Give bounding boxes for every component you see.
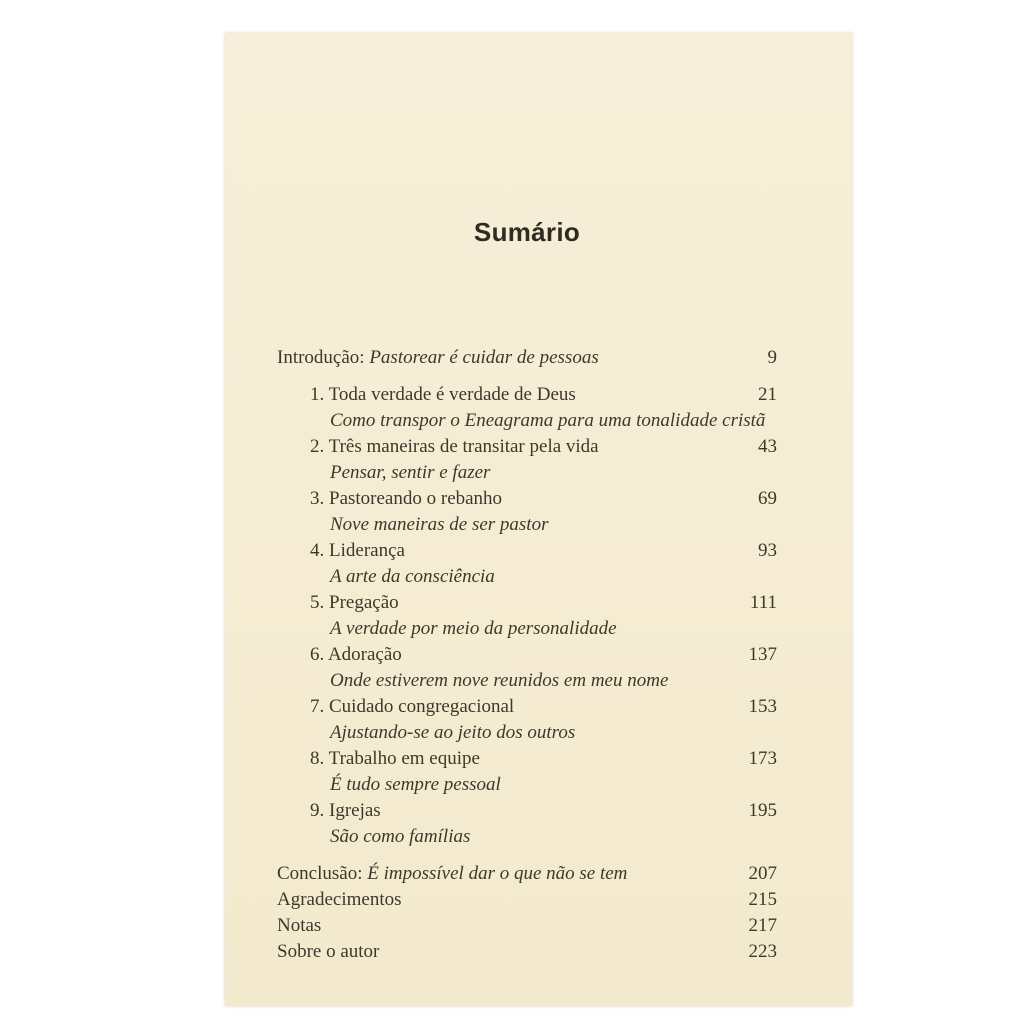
toc-entry-label: Sobre o autor <box>277 941 380 962</box>
table-of-contents <box>277 345 777 965</box>
toc-entry-label: 1. Toda verdade é verdade de Deus <box>310 384 576 405</box>
toc-entry-subtitle: Como transpor o Eneagrama para uma tonalidade cristã <box>330 410 766 431</box>
toc-entry-pagenumber: 137 <box>748 644 777 665</box>
toc-entry <box>277 382 777 434</box>
toc-entry-pagenumber: 153 <box>748 696 777 717</box>
toc-entry-label: 3. Pastoreando o rebanho <box>310 488 503 509</box>
toc-entry <box>277 939 777 965</box>
page-title: Sumário <box>473 217 581 247</box>
toc-entry-pagenumber: 111 <box>749 592 777 613</box>
toc-entry-subtitle: Ajustando-se ao jeito dos outros <box>330 722 576 743</box>
toc-entry <box>277 887 777 913</box>
toc-entry <box>277 345 777 371</box>
toc-entry-subtitle: Nove maneiras de ser pastor <box>330 514 549 535</box>
toc-entry <box>277 590 777 642</box>
toc-entry-pagenumber: 215 <box>748 889 777 910</box>
toc-entry-label: 6. Adoração <box>310 644 402 665</box>
toc-entry-pagenumber: 93 <box>758 540 777 561</box>
toc-entry-pagenumber: 9 <box>767 347 777 368</box>
toc-entry-label: Introdução: Pastorear é cuidar de pessoas <box>277 347 599 368</box>
toc-entry-pagenumber: 43 <box>758 436 777 457</box>
toc-entry-pagenumber: 217 <box>748 915 777 936</box>
toc-entry <box>277 913 777 939</box>
toc-entry-label: Agradecimentos <box>277 889 402 910</box>
toc-entry <box>277 861 777 887</box>
toc-entry-label: 7. Cuidado congregacional <box>310 696 515 717</box>
toc-entry-label: 2. Três maneiras de transitar pela vida <box>310 436 599 457</box>
toc-entry-pagenumber: 69 <box>758 488 777 509</box>
toc-entry-subtitle: Pensar, sentir e fazer <box>330 462 491 483</box>
toc-entry <box>277 538 777 590</box>
toc-entry-label: 4. Liderança <box>310 540 405 561</box>
toc-entry-label: 5. Pregação <box>310 592 399 613</box>
toc-entry <box>277 486 777 538</box>
toc-entry <box>277 434 777 486</box>
toc-entry <box>277 642 777 694</box>
toc-entry-label: 8. Trabalho em equipe <box>310 748 480 769</box>
toc-entry-pagenumber: 173 <box>748 748 777 769</box>
toc-entry <box>277 746 777 798</box>
toc-entry-subtitle: A arte da consciência <box>330 566 495 587</box>
toc-entry-label: Notas <box>277 915 322 936</box>
toc-entry <box>277 798 777 850</box>
toc-entry-pagenumber: 195 <box>748 800 777 821</box>
toc-entry <box>277 694 777 746</box>
toc-entry-label: Conclusão: É impossível dar o que não se tem <box>277 863 628 884</box>
toc-entry-pagenumber: 207 <box>748 863 777 884</box>
toc-entry-pagenumber: 223 <box>748 941 777 962</box>
toc-entry-subtitle: Onde estiverem nove reunidos em meu nome <box>330 670 669 691</box>
book-page <box>225 33 852 1006</box>
toc-entry-pagenumber: 21 <box>758 384 777 405</box>
toc-entry-label: 9. Igrejas <box>310 800 381 821</box>
toc-entry-subtitle: É tudo sempre pessoal <box>330 774 501 795</box>
toc-entry-subtitle: A verdade por meio da personalidade <box>330 618 617 639</box>
toc-entry-subtitle: São como famílias <box>330 826 471 847</box>
